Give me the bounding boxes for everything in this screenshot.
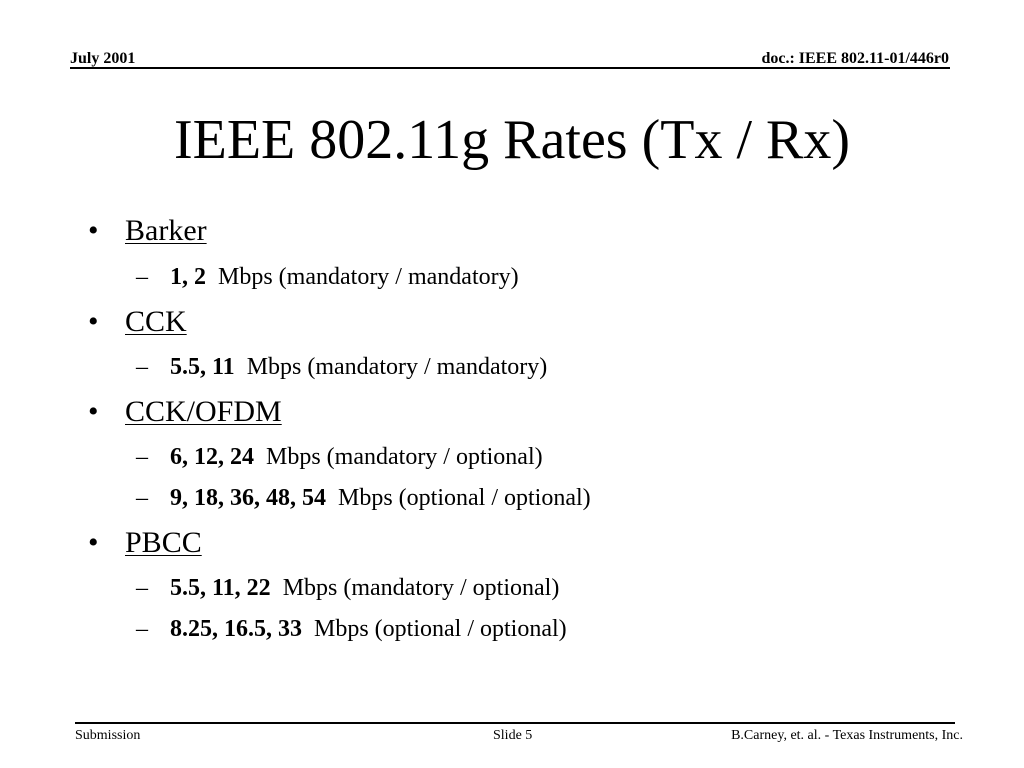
bullet-label: PBCC xyxy=(125,526,202,559)
rate-values: 1, 2 xyxy=(170,264,206,290)
rate-values: 8.25, 16.5, 33 xyxy=(170,616,302,642)
slide-title: IEEE 802.11g Rates (Tx / Rx) xyxy=(173,109,851,171)
footer-author: B.Carney, et. al. - Texas Instruments, Inc. xyxy=(731,728,963,743)
bullet-dot-icon: • xyxy=(88,395,99,428)
rate-detail: Mbps (mandatory / mandatory) xyxy=(246,354,548,380)
rate-detail: Mbps (optional / optional) xyxy=(338,485,591,511)
rate-values: 9, 18, 36, 48, 54 xyxy=(170,485,326,511)
sub-item-text xyxy=(170,353,547,381)
bullet-label: CCK/OFDM xyxy=(125,395,282,428)
bullet-label: CCK xyxy=(125,305,187,338)
footer-submission: Submission xyxy=(75,728,141,743)
sub-item-text xyxy=(170,484,591,512)
rate-values: 5.5, 11, 22 xyxy=(170,575,271,601)
sub-item-text xyxy=(170,263,519,291)
dash-icon: – xyxy=(136,575,148,601)
sub-item-text xyxy=(170,574,559,602)
bullet-label: Barker xyxy=(125,214,207,247)
header-date: July 2001 xyxy=(70,50,136,67)
rate-values: 6, 12, 24 xyxy=(170,444,254,470)
rate-values: 5.5, 11 xyxy=(170,354,235,380)
bullet-dot-icon: • xyxy=(88,526,99,559)
dash-icon: – xyxy=(136,616,148,642)
sub-item-text xyxy=(170,615,567,643)
rate-detail: Mbps (mandatory / optional) xyxy=(266,444,543,470)
sub-item-text xyxy=(170,443,543,471)
rate-detail: Mbps (mandatory / optional) xyxy=(282,575,560,601)
dash-icon: – xyxy=(136,485,148,511)
dash-icon: – xyxy=(136,444,148,470)
bullet-dot-icon: • xyxy=(88,305,99,338)
header-doc-id: doc.: IEEE 802.11-01/446r0 xyxy=(761,50,949,67)
footer-divider xyxy=(75,722,955,724)
bullet-dot-icon: • xyxy=(88,214,99,247)
rate-detail: Mbps (optional / optional) xyxy=(314,616,567,642)
footer-slide-number: Slide 5 xyxy=(493,728,533,743)
dash-icon: – xyxy=(136,264,148,290)
dash-icon: – xyxy=(136,354,148,380)
rate-detail: Mbps (mandatory / mandatory) xyxy=(218,264,519,290)
